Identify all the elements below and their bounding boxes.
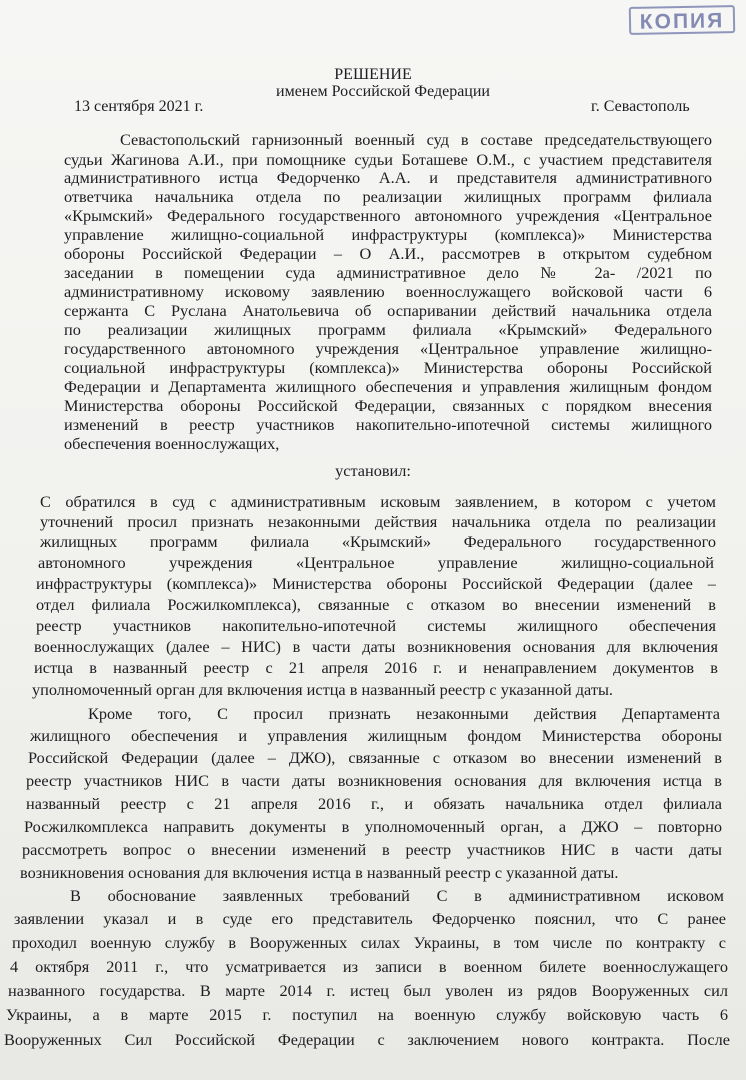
text-line: административного истца Федорченко А.А. и представителя административного: [64, 168, 712, 187]
text-line: 4 октября 2011 г., что усматривается из записи в военном билете военнослужащего: [10, 957, 728, 976]
text-line: Федерации и Департамента жилищного обеспечения и управления жилищным фондом: [64, 377, 712, 396]
text-line: заседании в помещении суда административное дело № 2а- /2021 по: [64, 263, 712, 282]
text-line: сержанта С Руслана Анатольевича об оспаривании действий начальника отдела: [64, 301, 712, 320]
document-city: г. Севастополь: [591, 98, 690, 115]
text-line: управление жилищно-социальной инфраструктуры (комплекса)» Министерства: [64, 225, 712, 244]
text-line: рассмотреть вопрос о внесении изменений в реестр участников НИС в части даты: [22, 840, 722, 859]
text-line: заявлении указал и в суде его представитель Федорченко пояснил, что С ранее: [14, 909, 726, 928]
text-line: Росжилкомплекса направить документы в уполномоченный орган, а ДЖО – повторно: [24, 817, 722, 836]
document-title: РЕШЕНИЕ: [334, 66, 412, 83]
text-line: Вооруженных Сил Российской Федерации с заключением нового контракта. После: [4, 1030, 730, 1049]
text-line: автономного учреждения «Центральное управление жилищно-социальной: [38, 553, 714, 572]
text-line: названного государства. В марте 2014 г. истец был уволен из рядов Вооруженных сил: [8, 981, 728, 1000]
text-line: Севастопольский гарнизонный военный суд в составе председательствующего: [120, 130, 712, 149]
text-line: истца в названный реестр с 21 апреля 2016 г. и ненаправлением документов в: [34, 658, 718, 677]
text-line: инфраструктуры (комплекса)» Министерства обороны Российской Федерации (далее –: [36, 574, 716, 593]
text-line: Министерства обороны Российской Федерации, связанных с порядком внесения: [64, 396, 712, 415]
text-line: В обоснование заявленных требований С в административном исковом: [70, 886, 724, 905]
text-line: социальной инфраструктуры (комплекса)» Министерства обороны Российской: [64, 358, 712, 377]
text-line: Кроме того, С просил признать незаконными действия Департамента: [88, 704, 720, 723]
text-line: судьи Жагинова А.И., при помощнике судьи Боташеве О.М., с участием представителя: [64, 150, 712, 169]
text-line: по реализации жилищных программ филиала «Крымский» Федерального: [64, 320, 712, 339]
text-line: жилищных программ филиала «Крымский» Федерального государственного: [40, 532, 716, 551]
text-line: названный реестр с 21 апреля 2016 г., и обязать начальника отдел филиала: [26, 794, 722, 813]
text-line: реестр участников накопительно-ипотечной системы жилищного обеспечения: [36, 616, 716, 635]
document-date: 13 сентября 2021 г.: [74, 98, 204, 115]
text-line: «Крымский» Федерального государственного автономного учреждения «Центральное: [64, 206, 712, 225]
document-subtitle: именем Российской Федерации: [276, 83, 490, 100]
text-line: возникновения основания для включения истца в названный реестр с указанной даты.: [20, 863, 619, 882]
text-line: жилищного обеспечения и управления жилищным фондом Министерства обороны: [30, 726, 722, 745]
text-line: отдел филиала Росжилкомплекса), связанные с отказом во внесении изменений в: [36, 595, 716, 614]
text-line: уполномоченный орган для включения истца в названный реестр с указанной даты.: [32, 680, 613, 699]
section-heading: установил:: [335, 461, 411, 480]
text-line: военнослужащих (далее – НИС) в части даты возникновения основания для включения: [34, 637, 718, 656]
text-line: проходил военную службу в Вооруженных силах Украины, в том числе по контракту с: [12, 933, 726, 952]
text-line: административному исковому заявлению военнослужащего войсковой части 6: [64, 282, 712, 301]
text-line: Российской Федерации (далее – ДЖО), связанные с отказом во внесении изменений в: [28, 748, 722, 767]
text-line: С обратился в суд с административным исковым заявлением, в котором с учетом: [40, 492, 716, 511]
text-line: обеспечения военнослужащих,: [64, 434, 280, 453]
copy-stamp: КОПИЯ: [629, 5, 735, 35]
text-line: ответчика начальника отдела по реализации жилищных программ филиала: [64, 187, 712, 206]
text-line: изменений в реестр участников накопительно-ипотечной системы жилищного: [64, 415, 712, 434]
text-line: государственного автономного учреждения «Центральное управление жилищно-: [64, 339, 712, 358]
text-line: уточнений просил признать незаконными действия начальника отдела по реализации: [40, 512, 716, 531]
text-line: реестр участников НИС в части даты возникновения основания для включения истца в: [26, 771, 722, 790]
text-line: Украины, а в марте 2015 г. поступил на военную службу войсковую часть 6: [6, 1005, 728, 1024]
text-line: обороны Российской Федерации – О А.И., рассмотрев в открытом судебном: [64, 244, 712, 263]
